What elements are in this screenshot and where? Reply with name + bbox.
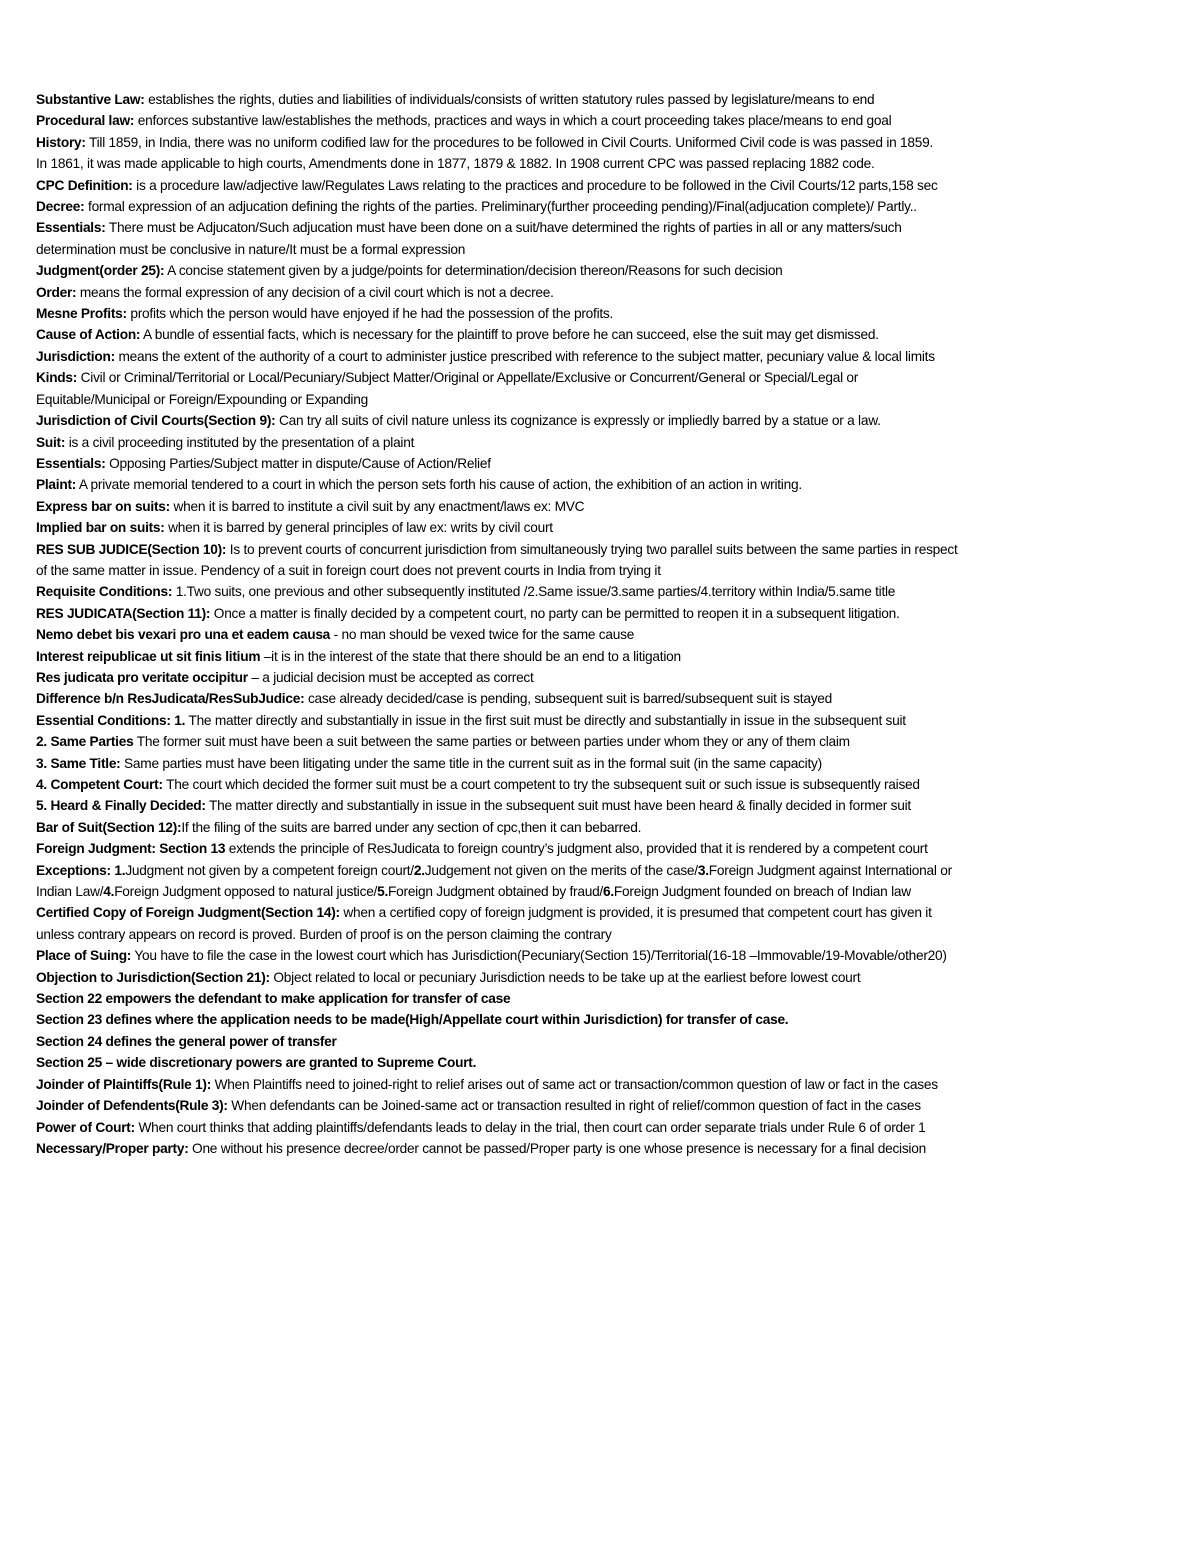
- text-line: [36, 389, 1176, 410]
- text-line: [36, 1052, 1176, 1073]
- term-heading: Procedural law:: [36, 113, 135, 129]
- text-line: [36, 967, 1176, 988]
- term-heading: Plaint:: [36, 477, 77, 493]
- term-text: The former suit must have been a suit between the same parties or between parties under whom they or any of them claim: [133, 734, 850, 750]
- text-line: [36, 710, 1176, 731]
- text-line: [36, 282, 1176, 303]
- term-text: Opposing Parties/Subject matter in dispute/Cause of Action/Relief: [105, 455, 491, 471]
- term-text: The court which decided the former suit must be a court competent to try the subsequent suit or such issue is subsequently raised: [162, 777, 920, 792]
- term-text: Foreign Judgment against International or: [708, 862, 952, 878]
- text-line: [36, 432, 1176, 453]
- term-text: When defendants can be Joined-same act or transaction resulted in right of relief/common question of fact in the cases: [227, 1098, 921, 1114]
- term-text: Judgement not given on the merits of the case/: [424, 862, 698, 878]
- text-line: [36, 453, 1176, 474]
- term-heading: 3. Same Title:: [36, 755, 121, 771]
- term-text: Can try all suits of civil nature unless its cognizance is expressly or impliedly barred by a statue or a law.: [275, 413, 881, 429]
- term-text: Foreign Judgment opposed to natural justice/: [114, 884, 378, 900]
- text-line: [36, 367, 1176, 388]
- term-text: A concise statement given by a judge/points for determination/decision thereon/Reasons for such decision: [164, 263, 783, 279]
- text-line: [36, 153, 1176, 174]
- term-text: You have to file the case in the lowest court which has Jurisdiction(Pecuniary(Section 15)/Territorial(16-18 –Immovable/19-Movable/other20): [131, 948, 947, 964]
- term-heading: 6.: [603, 884, 614, 900]
- term-text: Judgment not given by a competent foreign court/: [125, 862, 414, 878]
- text-line: [36, 924, 1176, 945]
- term-text: Object related to local or pecuniary Jurisdiction needs to be take up at the earliest before lowest court: [269, 969, 861, 985]
- term-text: when it is barred by general principles of law ex: writs by civil court: [164, 520, 553, 536]
- term-text: unless contrary appears on record is proved. Burden of proof is on the person claiming the contrary: [36, 926, 612, 942]
- term-heading: Essential Conditions: 1.: [36, 712, 186, 728]
- term-heading: Bar of Suit(Section 12):: [36, 819, 182, 835]
- term-text: When Plaintiffs need to joined-right to relief arises out of same act or transaction/common question of law or fact in the cases: [211, 1076, 938, 1092]
- term-heading: Cause of Action:: [36, 327, 141, 343]
- text-line: [36, 817, 1176, 838]
- text-line: [36, 624, 1176, 645]
- term-text: is a procedure law/adjective law/Regulates Laws relating to the practices and procedure to be followed in the Civil Courts/12 parts,158 sec: [132, 177, 938, 193]
- text-line: [36, 646, 1176, 667]
- text-line: [36, 838, 1176, 859]
- text-line: [36, 496, 1176, 517]
- term-heading: Certified Copy of Foreign Judgment(Section 14):: [36, 905, 340, 921]
- term-text: extends the principle of ResJudicata to foreign country’s judgment also, provided that it is rendered by a competent court: [225, 841, 928, 857]
- term-text: Once a matter is finally decided by a competent court, no party can be permitted to reopen it in a subsequent litigation.: [210, 605, 900, 621]
- term-text: Indian Law/: [36, 884, 104, 900]
- text-line: [36, 539, 1176, 560]
- text-line: [36, 860, 1176, 881]
- text-line: [36, 324, 1176, 345]
- term-heading: 2. Same Parties: [36, 734, 134, 750]
- term-text: Civil or Criminal/Territorial or Local/Pecuniary/Subject Matter/Original or Appellate/Exclusive or Concurrent/General or Special/Legal or: [77, 370, 859, 386]
- term-heading: Res judicata pro veritate occipitur: [36, 669, 248, 685]
- term-heading: 5. Heard & Finally Decided:: [36, 798, 206, 814]
- text-line: [36, 217, 1176, 238]
- term-heading: 3.: [697, 862, 709, 878]
- term-text: Equitable/Municipal or Foreign/Expounding or Expanding: [36, 391, 368, 407]
- term-heading: Objection to Jurisdiction(Section 21):: [36, 969, 270, 985]
- text-line: [36, 1031, 1176, 1052]
- text-line: [36, 945, 1176, 966]
- term-text: formal expression of an adjucation defining the rights of the parties. Preliminary(further proceeding pending)/Final(adjucation complete)/ Partly..: [84, 199, 917, 215]
- term-text: The matter directly and substantially in issue in the first suit must be directly and substantially in issue in the subsequent suit: [185, 712, 906, 728]
- term-heading: Joinder of Plaintiffs(Rule 1):: [36, 1076, 212, 1092]
- term-text: determination must be conclusive in nature/It must be a formal expression: [36, 241, 466, 257]
- term-heading: Nemo debet bis vexari pro una et eadem causa: [36, 627, 331, 643]
- text-line: [36, 132, 1176, 153]
- text-line: [36, 110, 1176, 131]
- text-line: [36, 902, 1176, 923]
- text-line: [36, 881, 1176, 902]
- text-line: [36, 346, 1176, 367]
- text-line: [36, 688, 1176, 709]
- term-heading: 4.: [103, 884, 115, 900]
- term-heading: Section 23 defines where the application needs to be made(High/Appellate court within Jurisdiction) for transfer of case.: [36, 1012, 789, 1028]
- term-text: In 1861, it was made applicable to high courts, Amendments done in 1877, 1879 & 1882. In 1908 current CPC was passed replacing 1882 code.: [36, 156, 875, 172]
- text-line: [36, 667, 1176, 688]
- term-heading: Exceptions: 1.: [36, 862, 126, 878]
- term-text: when it is barred to institute a civil suit by any enactment/laws ex: MVC: [169, 498, 585, 514]
- term-heading: Essentials:: [36, 220, 106, 236]
- term-text: of the same matter in issue. Pendency of a suit in foreign court does not prevent courts in India from trying it: [36, 562, 661, 578]
- term-heading: RES SUB JUDICE(Section 10):: [36, 541, 227, 557]
- document-body: [36, 89, 1176, 1159]
- term-heading: Order:: [36, 284, 77, 300]
- text-line: [36, 795, 1176, 816]
- text-line: [36, 1009, 1176, 1030]
- term-heading: Jurisdiction:: [36, 348, 115, 364]
- term-heading: Requisite Conditions:: [36, 584, 173, 600]
- text-line: [36, 1095, 1176, 1116]
- term-text: When court thinks that adding plaintiffs/defendants leads to delay in the trial, then court can order separate trials under Rule 6 of order 1: [134, 1119, 926, 1135]
- term-heading: Section 25 – wide discretionary powers are granted to Supreme Court.: [36, 1055, 477, 1071]
- text-line: [36, 89, 1176, 110]
- term-text: A private memorial tendered to a court in which the person sets forth his cause of action, the exhibition of an action in writing.: [76, 477, 802, 493]
- term-text: The matter directly and substantially in issue in the subsequent suit must have been heard & finally decided in former suit: [205, 798, 911, 814]
- term-heading: CPC Definition:: [36, 177, 133, 193]
- term-heading: RES JUDICATA(Section 11):: [36, 605, 211, 621]
- term-heading: Power of Court:: [36, 1119, 135, 1135]
- term-text: Same parties must have been litigating under the same title in the current suit as in the formal suit (in the same capacity): [120, 755, 822, 771]
- text-line: [36, 1117, 1176, 1138]
- text-line: [36, 260, 1176, 281]
- term-heading: Mesne Profits:: [36, 306, 127, 322]
- term-heading: 4. Competent Court:: [36, 777, 163, 792]
- term-heading: Judgment(order 25):: [36, 263, 165, 279]
- term-heading: Section 22 empowers the defendant to make application for transfer of case: [36, 991, 511, 1007]
- term-heading: Kinds:: [36, 370, 78, 386]
- term-text: One without his presence decree/order cannot be passed/Proper party is one whose presence is necessary for a final decision: [188, 1140, 926, 1156]
- term-heading: Express bar on suits:: [36, 498, 170, 514]
- text-line: [36, 410, 1176, 431]
- text-line: [36, 560, 1176, 581]
- term-heading: Place of Suing:: [36, 948, 132, 964]
- term-heading: Section 24 defines the general power of transfer: [36, 1033, 337, 1049]
- term-heading: 2.: [413, 862, 425, 878]
- term-text: - no man should be vexed twice for the same cause: [330, 627, 635, 643]
- term-text: means the extent of the authority of a court to administer justice prescribed with reference to the subject matter, pecuniary value & local limits: [114, 348, 935, 364]
- term-heading: Foreign Judgment: Section 13: [36, 841, 226, 857]
- term-text: when a certified copy of foreign judgment is provided, it is presumed that competent court has given it: [339, 905, 932, 921]
- term-heading: Interest reipublicae ut sit finis litium: [36, 648, 261, 664]
- term-text: is a civil proceeding instituted by the presentation of a plaint: [65, 434, 415, 450]
- text-line: [36, 474, 1176, 495]
- text-line: [36, 196, 1176, 217]
- term-heading: Joinder of Defendents(Rule 3):: [36, 1098, 228, 1114]
- term-heading: 5.: [377, 884, 389, 900]
- text-line: [36, 303, 1176, 324]
- term-text: Foreign Judgment founded on breach of Indian law: [613, 884, 911, 900]
- text-line: [36, 517, 1176, 538]
- term-heading: Substantive Law:: [36, 92, 145, 107]
- term-heading: Decree:: [36, 199, 85, 215]
- term-text: –it is in the interest of the state that there should be an end to a litigation: [260, 648, 681, 664]
- text-line: [36, 988, 1176, 1009]
- text-line: [36, 753, 1176, 774]
- term-heading: Implied bar on suits:: [36, 520, 165, 536]
- term-heading: Difference b/n ResJudicata/ResSubJudice:: [36, 691, 305, 707]
- term-heading: Essentials:: [36, 455, 106, 471]
- text-line: [36, 175, 1176, 196]
- term-heading: Jurisdiction of Civil Courts(Section 9):: [36, 413, 276, 429]
- term-text: – a judicial decision must be accepted as correct: [247, 669, 534, 685]
- term-heading: History:: [36, 134, 86, 150]
- term-text: establishes the rights, duties and liabilities of individuals/consists of written statutory rules passed by legislature/means to end: [144, 92, 875, 107]
- term-text: Till 1859, in India, there was no uniform codified law for the procedures to be followed in Civil Courts. Uniformed Civil code is was passed in 1859.: [85, 134, 934, 150]
- term-text: Is to prevent courts of concurrent jurisdiction from simultaneously trying two parallel suits between the same parties in respect: [226, 541, 958, 557]
- text-line: [36, 774, 1176, 795]
- term-text: 1.Two suits, one previous and other subsequently instituted /2.Same issue/3.same parties/4.territory within India/5.same title: [172, 584, 896, 600]
- text-line: [36, 239, 1176, 260]
- term-text: case already decided/case is pending, subsequent suit is barred/subsequent suit is stayed: [304, 691, 833, 707]
- term-text: If the filing of the suits are barred under any section of cpc,then it can bebarred.: [181, 819, 642, 835]
- text-line: [36, 731, 1176, 752]
- term-text: There must be Adjucaton/Such adjucation must have been done on a suit/have determined the rights of parties in all or any matters/such: [105, 220, 902, 236]
- term-text: profits which the person would have enjoyed if he had the possession of the profits.: [126, 306, 614, 322]
- text-line: [36, 603, 1176, 624]
- text-line: [36, 1074, 1176, 1095]
- term-text: enforces substantive law/establishes the methods, practices and ways in which a court proceeding takes place/means to end goal: [134, 113, 892, 129]
- term-text: Foreign Judgment obtained by fraud/: [388, 884, 603, 900]
- term-heading: Necessary/Proper party:: [36, 1140, 189, 1156]
- text-line: [36, 1138, 1176, 1159]
- term-text: A bundle of essential facts, which is necessary for the plaintiff to prove before he can succeed, else the suit may get dismissed.: [140, 327, 879, 343]
- term-text: means the formal expression of any decision of a civil court which is not a decree.: [76, 284, 554, 300]
- text-line: [36, 581, 1176, 602]
- term-heading: Suit:: [36, 434, 66, 450]
